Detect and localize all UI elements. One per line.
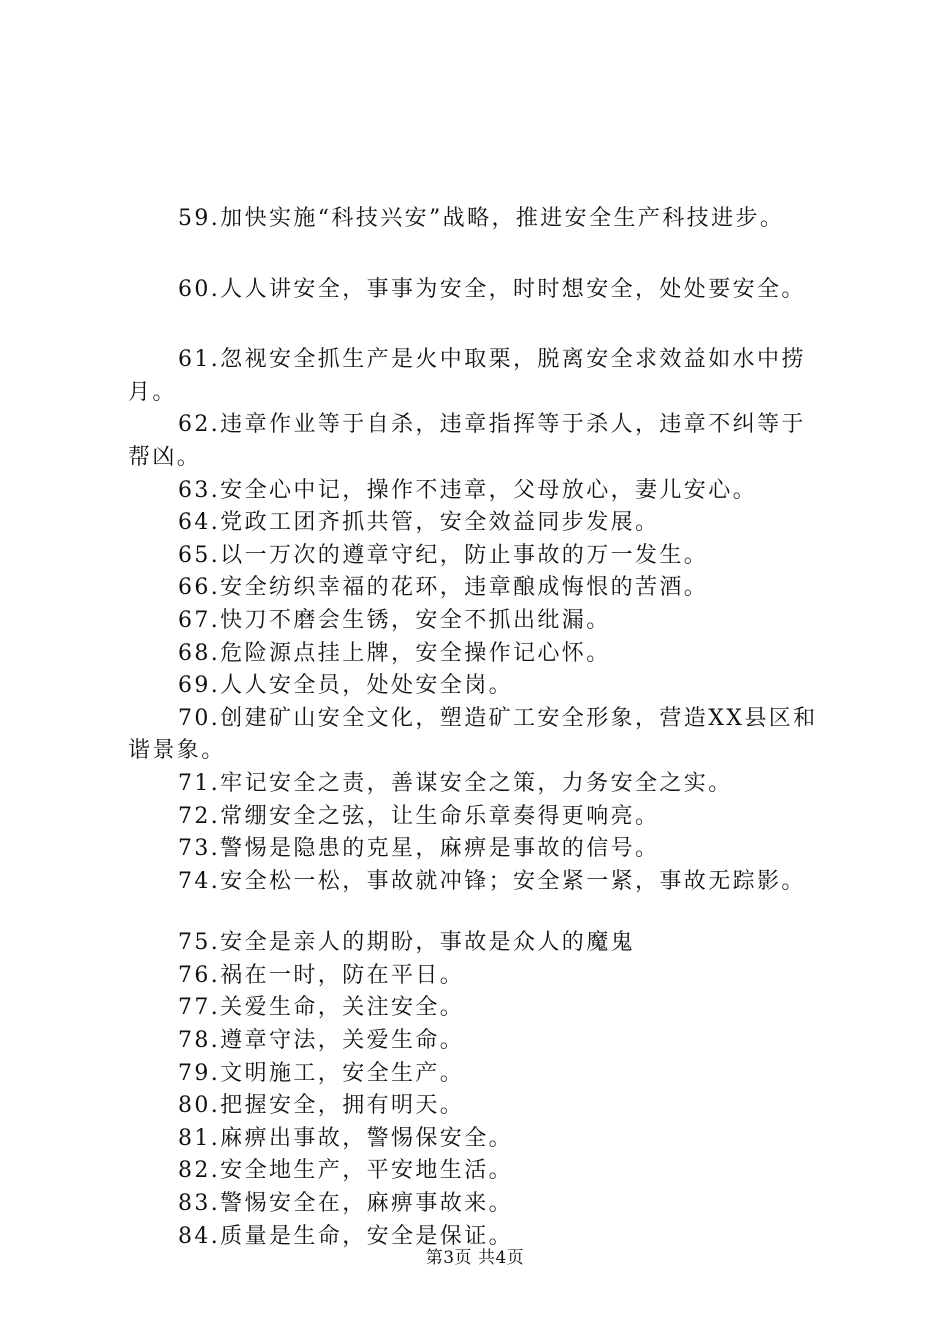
slogan-70: 70.创建矿山安全文化，塑造矿工安全形象，营造XX县区和谐景象。 [128, 705, 818, 764]
slogan-81: 81.麻痹出事故，警惕保安全。 [178, 1125, 513, 1151]
slogan-64: 64.党政工团齐抓共管，安全效益同步发展。 [178, 510, 660, 536]
slogan-76: 76.祸在一时，防在平日。 [178, 962, 465, 988]
slogan-65: 65.以一万次的遵章守纪，防止事故的万一发生。 [178, 542, 709, 568]
slogan-63: 63.安全心中记，操作不违章，父母放心，妻儿安心。 [178, 477, 757, 503]
slogan-78: 78.遵章守法，关爱生命。 [178, 1028, 465, 1054]
slogan-66: 66.安全纺织幸福的花环，违章酿成悔恨的苦酒。 [178, 575, 709, 601]
slogan-83: 83.警惕安全在，麻痹事故来。 [178, 1191, 513, 1217]
slogan-69: 69.人人安全员，处处安全岗。 [178, 673, 513, 699]
slogan-62: 62.违章作业等于自杀，违章指挥等于杀人，违章不纠等于帮凶。 [128, 412, 806, 470]
slogan-79: 79.文明施工，安全生产。 [178, 1060, 465, 1086]
slogan-59: 59.加快实施“科技兴安”战略，推进安全生产科技进步。 [178, 206, 785, 231]
slogan-84: 84.质量是生命，安全是保证。 [178, 1223, 513, 1249]
slogan-71: 71.牢记安全之责，善谋安全之策，力务安全之实。 [178, 770, 733, 796]
slogan-80: 80.把握安全，拥有明天。 [178, 1093, 465, 1119]
slogan-77: 77.关爱生命，关注安全。 [178, 995, 465, 1021]
slogan-74: 74.安全松一松，事故就冲锋；安全紧一紧，事故无踪影。 [178, 868, 806, 894]
slogan-68: 68.危险源点挂上牌，安全操作记心怀。 [178, 640, 611, 666]
slogan-list [128, 203, 830, 1253]
slogan-60: 60.人人讲安全，事事为安全，时时想安全，处处要安全。 [178, 276, 806, 302]
slogan-61: 61.忽视安全抓生产是火中取栗，脱离安全求效益如水中捞月。 [128, 347, 806, 405]
slogan-72: 72.常绷安全之弦，让生命乐章奏得更响亮。 [178, 803, 660, 829]
slogan-73: 73.警惕是隐患的克星，麻痹是事故的信号。 [178, 836, 660, 862]
page-number-footer: 第3页 共4页 [425, 1248, 525, 1268]
slogan-75: 75.安全是亲人的期盼，事故是众人的魔鬼 [178, 930, 635, 956]
slogan-82: 82.安全地生产，平安地生活。 [178, 1158, 513, 1184]
slogan-67: 67.快刀不磨会生锈，安全不抓出纰漏。 [178, 607, 611, 633]
